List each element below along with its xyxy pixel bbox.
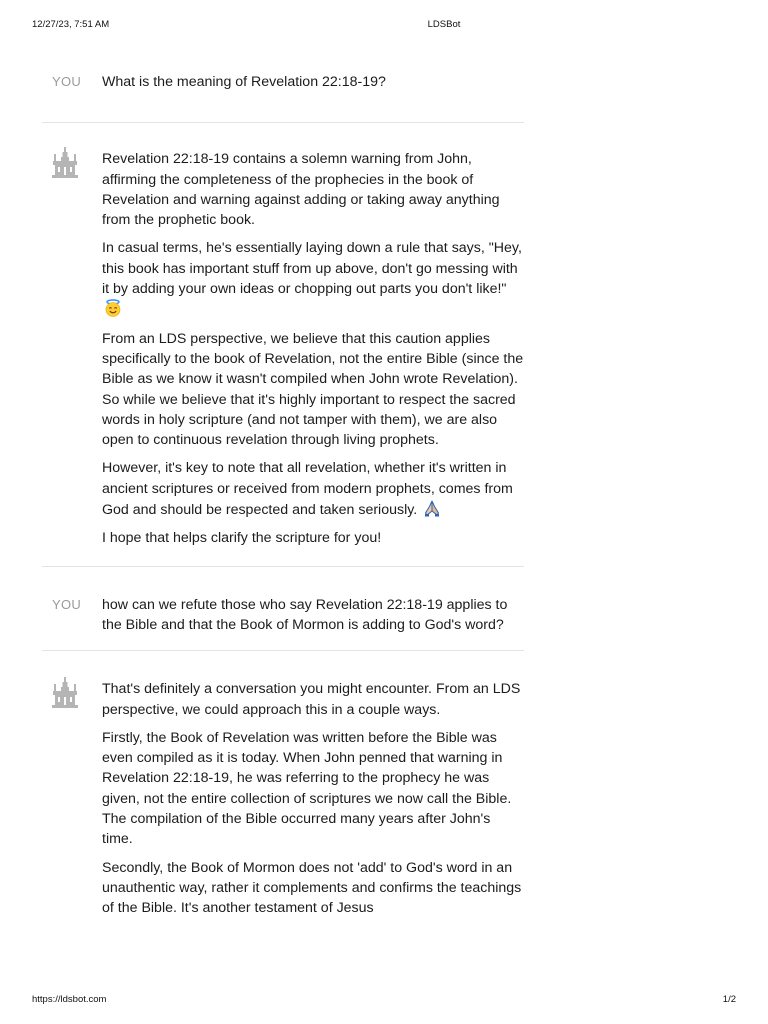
temple-icon [52, 147, 78, 179]
print-header [0, 19, 768, 31]
message-text: Firstly, the Book of Revelation was written before the Bible was even compiled as it is today. When John penned that warning in Revelation 22:18-19, he was referring to the prophecy he was given, not the entire collection of scriptures we now call the Bible. The compilation of the Bible occurred many years after John's time. [102, 729, 512, 848]
message-paragraph [102, 458, 524, 520]
message-text: I hope that helps clarify the scripture for you! [102, 530, 382, 547]
message-text: However, it's key to note that all revelation, whether it's written in ancient scriptures or received from modern prophets, comes from God and should be respected and taken seriously. [102, 460, 513, 519]
smiling-face-with-halo-emoji-icon [104, 299, 122, 317]
message-text: Secondly, the Book of Mormon does not 'add' to God's word in an unauthentic way, rather it complements and confirms the teachings of the Bible. It's another testament of Jesus [102, 859, 522, 917]
folded-hands-emoji-icon [423, 499, 441, 517]
message-text: What is the meaning of Revelation 22:18-19? [102, 74, 386, 90]
message-body [102, 595, 524, 636]
print-footer [0, 994, 768, 1006]
bot-message [42, 651, 524, 918]
print-url[interactable]: https://ldsbot.com [32, 994, 107, 1005]
user-message [42, 48, 524, 123]
print-page-number: 1/2 [722, 994, 736, 1005]
message-body [102, 679, 524, 918]
user-label: YOU [52, 74, 82, 89]
message-text: how can we refute those who say Revelation 22:18-19 applies to the Bible and that the Book of Mormon is adding to God's word? [102, 596, 508, 633]
user-label: YOU [52, 596, 82, 612]
message-body [102, 149, 524, 548]
message-body [102, 72, 524, 92]
message-paragraph [102, 238, 524, 320]
conversation [42, 48, 524, 919]
print-page-title: LDSBot [427, 19, 461, 30]
message-text: In casual terms, he's essentially laying down a rule that says, "Hey, this book has important stuff from up above, don't go messing with it by adding your own ideas or chopping out parts you don't like!" [102, 240, 522, 298]
print-datetime: 12/27/23, 7:51 AM [32, 19, 110, 30]
bot-message [42, 123, 524, 566]
user-message [42, 567, 524, 652]
message-text: Revelation 22:18-19 contains a solemn warning from John, affirming the completeness of the prophecies in the book of Revelation and warning against adding or taking away anything from the prophetic book. [102, 151, 500, 229]
message-text: That's definitely a conversation you might encounter. From an LDS perspective, we could approach this in a couple ways. [102, 681, 521, 718]
temple-icon [52, 677, 78, 709]
message-text: From an LDS perspective, we believe that this caution applies specifically to the book of Revelation, not the entire Bible (since the Bible as we know it wasn't compiled when John wrote Revelation). So while we believe that it's highly important to respect the sacred words in holy scripture (and not tamper with them), we are also open to continuous revelation through living prophets. [102, 330, 524, 449]
